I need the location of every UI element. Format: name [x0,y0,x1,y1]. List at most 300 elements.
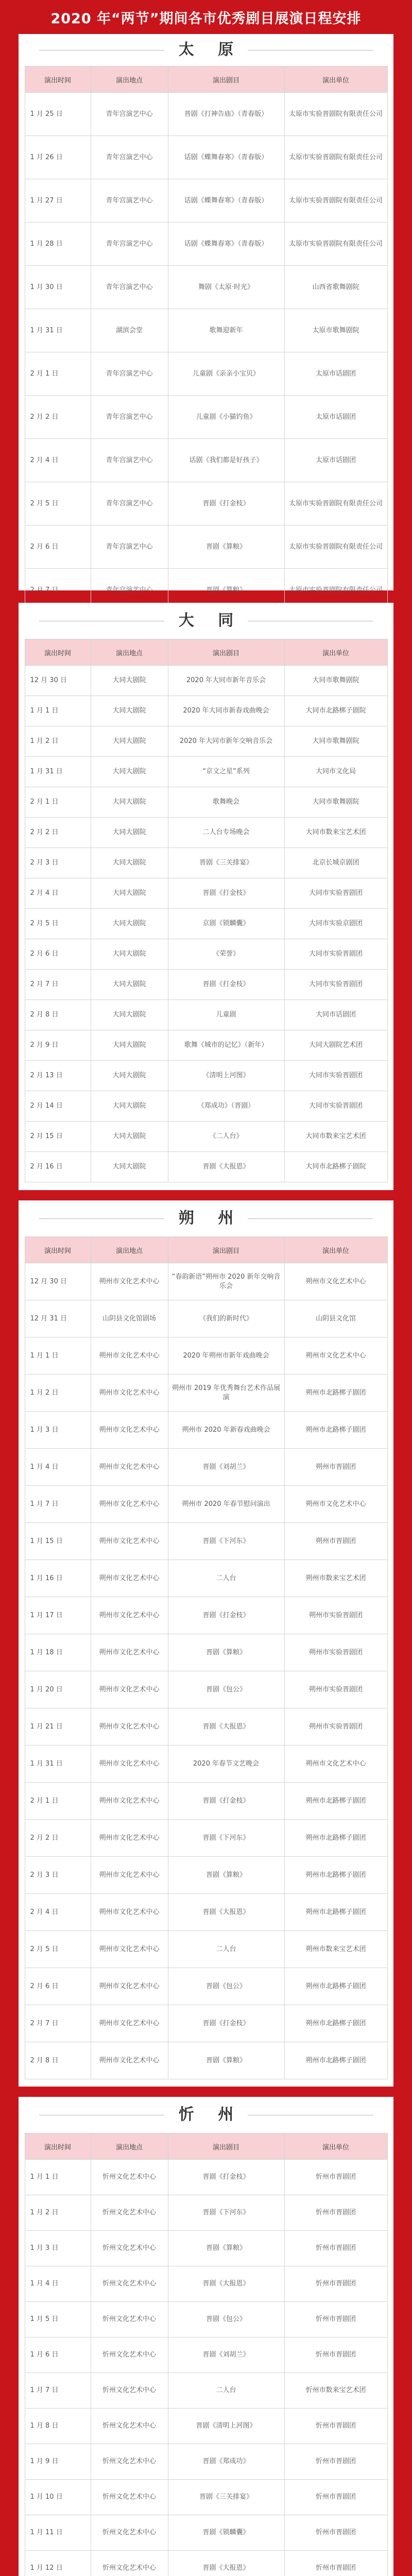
date-cell: 2 月 16 日 [25,1152,91,1182]
venue-cell: 朔州市文化艺术中心 [91,1560,168,1597]
city-panel [19,1200,393,2087]
venue-cell: 忻州文化艺术中心 [91,2409,168,2444]
city-panel [19,2097,393,2576]
program-cell: 儿童剧《小猫钓鱼》 [168,396,284,439]
table-row [25,818,387,848]
date-cell: 2 月 2 日 [25,818,91,848]
program-cell: 二人台 [168,1560,284,1597]
venue-cell: 朔州市文化艺术中心 [91,2005,168,2042]
date-cell: 12 月 30 日 [25,666,91,696]
date-cell: 2 月 2 日 [25,1820,91,1857]
program-cell: 晋剧《打神告庙》（青春版） [168,93,284,136]
troupe-cell: 北京长城京剧团 [284,848,387,878]
date-cell: 1 月 28 日 [25,223,91,266]
venue-cell: 朔州市文化艺术中心 [91,1375,168,1412]
date-cell: 2 月 9 日 [25,1030,91,1061]
table-row [25,2551,387,2576]
program-cell: 2020 年大同市新年交响音乐会 [168,726,284,757]
troupe-cell: 山阴县文化馆 [284,1300,387,1337]
troupe-cell: 太原市实验晋剧院有限责任公司 [284,526,387,569]
table-row [25,1745,387,1783]
program-cell: 晋剧《大报恩》 [168,1708,284,1745]
table-row [25,666,387,696]
schedule-table [25,2133,388,2576]
date-cell: 1 月 11 日 [25,2515,91,2551]
troupe-cell: 忻州市数来宝艺术团 [284,2373,387,2409]
program-cell: 儿童剧 [168,1000,284,1030]
program-cell: 晋剧《打金枝》 [168,878,284,909]
column-header: 演出时间 [25,639,91,666]
troupe-cell: 忻州市晋剧团 [284,2337,387,2373]
date-cell: 2 月 3 日 [25,848,91,878]
table-row [25,1783,387,1820]
table-row [25,2266,387,2302]
table-row [25,309,387,352]
program-cell: 2020 年春节文艺晚会 [168,1745,284,1783]
table-row [25,1412,387,1449]
date-cell: 2 月 7 日 [25,569,91,612]
date-cell: 2 月 13 日 [25,1061,91,1091]
table-row [25,2515,387,2551]
column-header: 演出剧目 [168,2133,284,2160]
venue-cell: 青年宫演艺中心 [91,266,168,309]
date-cell: 2 月 7 日 [25,970,91,1000]
venue-cell: 青年宫演艺中心 [91,136,168,179]
venue-cell: 朔州市文化艺术中心 [91,1337,168,1375]
column-header: 演出单位 [284,2133,387,2160]
column-header: 演出剧目 [168,1237,284,1263]
program-cell: 二人台 [168,2373,284,2409]
venue-cell: 大同大剧院 [91,848,168,878]
program-cell: 二人台 [168,1931,284,1968]
date-cell: 2 月 6 日 [25,939,91,970]
date-cell: 2 月 15 日 [25,1122,91,1152]
program-cell: 晋剧《下河东》 [168,1820,284,1857]
troupe-cell: 太原市实验晋剧院有限责任公司 [284,569,387,612]
venue-cell: 忻州文化艺术中心 [91,2444,168,2480]
table-row [25,2195,387,2231]
venue-cell: 朔州市文化艺术中心 [91,1597,168,1634]
table-row [25,93,387,136]
table-row [25,1560,387,1597]
program-cell: 《二人台》 [168,1122,284,1152]
table-row [25,1449,387,1486]
date-cell: 1 月 21 日 [25,1708,91,1745]
troupe-cell: 忻州市晋剧团 [284,2195,387,2231]
troupe-cell: 大同大剧院艺术团 [284,1030,387,1061]
troupe-cell: 朔州市北路梆子剧团 [284,1820,387,1857]
troupe-cell: 太原市实验晋剧院有限责任公司 [284,482,387,526]
troupe-cell: 大同市数来宝艺术团 [284,1122,387,1152]
venue-cell: 大同大剧院 [91,818,168,848]
troupe-cell: 大同市歌舞剧院 [284,666,387,696]
venue-cell: 朔州市文化艺术中心 [91,1820,168,1857]
table-row [25,878,387,909]
table-row [25,136,387,179]
table-header-row [25,639,387,666]
column-header: 演出时间 [25,1237,91,1263]
table-row [25,1671,387,1708]
table-row [25,939,387,970]
venue-cell: 青年宫演艺中心 [91,569,168,612]
table-row [25,2231,387,2266]
column-header: 演出地点 [91,639,168,666]
date-cell: 2 月 3 日 [25,1857,91,1894]
venue-cell: 青年宫演艺中心 [91,526,168,569]
troupe-cell: 朔州市北路梆子剧团 [284,1412,387,1449]
table-row [25,1337,387,1375]
date-cell: 1 月 1 日 [25,1337,91,1375]
program-cell: 2020 年大同市新春戏曲晚会 [168,696,284,726]
date-cell: 1 月 6 日 [25,2337,91,2373]
program-cell: 晋剧《三关排宴》 [168,2480,284,2515]
date-cell: 2 月 5 日 [25,909,91,939]
program-cell: 歌舞《城市的记忆》（新年） [168,1030,284,1061]
troupe-cell: 朔州市实验晋剧团 [284,1671,387,1708]
city-panel [19,603,393,1190]
troupe-cell: 朔州市北路梆子剧团 [284,2042,387,2079]
city-title [19,603,393,639]
table-row [25,1523,387,1560]
column-header: 演出地点 [91,66,168,93]
column-header: 演出时间 [25,66,91,93]
venue-cell: 朔州市文化艺术中心 [91,1968,168,2005]
venue-cell: 朔州市文化艺术中心 [91,1263,168,1300]
troupe-cell: 忻州市晋剧团 [284,2302,387,2337]
program-cell: 话剧《我们都是好孩子》 [168,439,284,482]
troupe-cell: 大同市北路梆子剧院 [284,696,387,726]
venue-cell: 大同大剧院 [91,909,168,939]
venue-cell: 忻州文化艺术中心 [91,2337,168,2373]
program-cell: 2020 年朔州市新年戏曲晚会 [168,1337,284,1375]
troupe-cell: 太原市实验晋剧院有限责任公司 [284,223,387,266]
table-header-row [25,1237,387,1263]
venue-cell: 青年宫演艺中心 [91,223,168,266]
date-cell: 1 月 30 日 [25,266,91,309]
table-row [25,1122,387,1152]
date-cell: 1 月 3 日 [25,1412,91,1449]
venue-cell: 朔州市文化艺术中心 [91,1412,168,1449]
troupe-cell: 大同市实验晋剧团 [284,1061,387,1091]
table-row [25,2373,387,2409]
table-row [25,223,387,266]
venue-cell: 朔州市文化艺术中心 [91,1745,168,1783]
program-cell: 儿童剧《亲亲小宝贝》 [168,352,284,396]
date-cell: 2 月 5 日 [25,1931,91,1968]
troupe-cell: 朔州市北路梆子剧团 [284,1894,387,1931]
program-cell: 歌舞晚会 [168,787,284,818]
program-cell: 晋剧《下河东》 [168,1523,284,1560]
table-row [25,696,387,726]
venue-cell: 青年宫演艺中心 [91,482,168,526]
date-cell: 2 月 8 日 [25,2042,91,2079]
table-row [25,1061,387,1091]
date-cell: 1 月 7 日 [25,1486,91,1523]
table-row [25,1634,387,1671]
program-cell: 晋剧《大报恩》 [168,1894,284,1931]
program-cell: 晋剧《打金枝》 [168,1783,284,1820]
table-row [25,1000,387,1030]
date-cell: 2 月 4 日 [25,1894,91,1931]
column-header: 演出单位 [284,1237,387,1263]
program-cell: 晋剧《清明上河图》 [168,2409,284,2444]
program-cell: 晋剧《包公》 [168,1968,284,2005]
venue-cell: 大同大剧院 [91,696,168,726]
date-cell: 1 月 17 日 [25,1597,91,1634]
program-cell: “京文之星”系列 [168,757,284,787]
venue-cell: 大同大剧院 [91,1091,168,1122]
table-row [25,1486,387,1523]
column-header: 演出地点 [91,2133,168,2160]
troupe-cell: 朔州市晋剧团 [284,1449,387,1486]
column-header: 演出剧目 [168,639,284,666]
venue-cell: 朔州市文化艺术中心 [91,1486,168,1523]
venue-cell: 大同大剧院 [91,878,168,909]
venue-cell: 忻州文化艺术中心 [91,2266,168,2302]
program-cell: 晋剧《算粮》 [168,1857,284,1894]
city-name: 朔 州 [164,1209,248,1227]
venue-cell: 忻州文化艺术中心 [91,2302,168,2337]
table-row [25,1091,387,1122]
table-row [25,787,387,818]
column-header: 演出单位 [284,639,387,666]
city-title [19,2097,393,2133]
troupe-cell: 朔州市实验晋剧团 [284,1708,387,1745]
date-cell: 1 月 16 日 [25,1560,91,1597]
troupe-cell: 大同市实验京剧团 [284,909,387,939]
venue-cell: 青年宫演艺中心 [91,179,168,223]
table-row [25,396,387,439]
date-cell: 12 月 30 日 [25,1263,91,1300]
program-cell: 歌舞迎新年 [168,309,284,352]
troupe-cell: 太原市话剧团 [284,352,387,396]
troupe-cell: 忻州市晋剧团 [284,2409,387,2444]
program-cell: 京剧《锁麟囊》 [168,909,284,939]
troupe-cell: 大同市话剧团 [284,1000,387,1030]
venue-cell: 大同大剧院 [91,939,168,970]
table-row [25,1857,387,1894]
venue-cell: 朔州市文化艺术中心 [91,1671,168,1708]
troupe-cell: 朔州市北路梆子剧团 [284,1857,387,1894]
troupe-cell: 大同市实验晋剧团 [284,939,387,970]
venue-cell: 朔州市文化艺术中心 [91,1708,168,1745]
table-row [25,2444,387,2480]
venue-cell: 大同大剧院 [91,666,168,696]
program-cell: 晋剧《包公》 [168,1671,284,1708]
troupe-cell: 忻州市晋剧团 [284,2444,387,2480]
program-cell: 朔州市 2019 年优秀舞台艺术作品展演 [168,1375,284,1412]
program-cell: 《我们的新时代》 [168,1300,284,1337]
venue-cell: 青年宫演艺中心 [91,352,168,396]
troupe-cell: 忻州市晋剧团 [284,2515,387,2551]
table-row [25,2337,387,2373]
date-cell: 1 月 12 日 [25,2551,91,2576]
program-cell: 话剧《蝶舞春寒》（青春版） [168,179,284,223]
table-header-row [25,2133,387,2160]
table-row [25,2302,387,2337]
program-cell: 晋剧《大报恩》 [168,2551,284,2576]
program-cell: 晋剧《算粮》 [168,526,284,569]
venue-cell: 忻州文化艺术中心 [91,2373,168,2409]
date-cell: 2 月 14 日 [25,1091,91,1122]
troupe-cell: 大同市实验晋剧团 [284,878,387,909]
table-row [25,1820,387,1857]
date-cell: 1 月 4 日 [25,1449,91,1486]
date-cell: 12 月 31 日 [25,1300,91,1337]
troupe-cell: 大同市数来宝艺术团 [284,818,387,848]
venue-cell: 山阴县文化馆剧场 [91,1300,168,1337]
venue-cell: 大同大剧院 [91,1061,168,1091]
date-cell: 2 月 7 日 [25,2005,91,2042]
date-cell: 1 月 27 日 [25,179,91,223]
city-name: 忻 州 [164,2106,248,2124]
date-cell: 1 月 1 日 [25,2160,91,2195]
troupe-cell: 太原市话剧团 [284,439,387,482]
venue-cell: 大同大剧院 [91,970,168,1000]
city-title [19,34,393,66]
program-cell: 《清明上河图》 [168,1061,284,1091]
date-cell: 2 月 1 日 [25,352,91,396]
venue-cell: 大同大剧院 [91,1000,168,1030]
table-row [25,2005,387,2042]
venue-cell: 大同大剧院 [91,1122,168,1152]
troupe-cell: 忻州市晋剧团 [284,2160,387,2195]
date-cell: 2 月 2 日 [25,396,91,439]
program-cell: 晋剧《算粮》 [168,2042,284,2079]
troupe-cell: 忻州市晋剧团 [284,2231,387,2266]
venue-cell: 朔州市文化艺术中心 [91,1449,168,1486]
date-cell: 1 月 4 日 [25,2266,91,2302]
venue-cell: 忻州文化艺术中心 [91,2195,168,2231]
date-cell: 1 月 26 日 [25,136,91,179]
venue-cell: 忻州文化艺术中心 [91,2160,168,2195]
table-header-row [25,66,387,93]
troupe-cell: 朔州市北路梆子剧团 [284,1968,387,2005]
venue-cell: 青年宫演艺中心 [91,396,168,439]
table-row [25,909,387,939]
table-row [25,1300,387,1337]
date-cell: 2 月 4 日 [25,878,91,909]
troupe-cell: 朔州市数来宝艺术团 [284,1931,387,1968]
table-row [25,1931,387,1968]
venue-cell: 忻州文化艺术中心 [91,2480,168,2515]
program-cell: 二人台专场晚会 [168,818,284,848]
table-row [25,526,387,569]
date-cell: 2 月 5 日 [25,482,91,526]
date-cell: 1 月 20 日 [25,1671,91,1708]
table-row [25,2480,387,2515]
venue-cell: 忻州文化艺术中心 [91,2231,168,2266]
date-cell: 1 月 9 日 [25,2444,91,2480]
troupe-cell: 朔州市文化艺术中心 [284,1263,387,1300]
troupe-cell: 朔州市文化艺术中心 [284,1337,387,1375]
troupe-cell: 忻州市晋剧团 [284,2266,387,2302]
venue-cell: 朔州市文化艺术中心 [91,1523,168,1560]
table-row [25,1030,387,1061]
table-row [25,1968,387,2005]
venue-cell: 忻州文化艺术中心 [91,2551,168,2576]
troupe-cell: 太原市实验晋剧院有限责任公司 [284,179,387,223]
column-header: 演出地点 [91,1237,168,1263]
date-cell: 2 月 1 日 [25,787,91,818]
date-cell: 2 月 6 日 [25,1968,91,2005]
program-cell: 晋剧《打金枝》 [168,482,284,526]
troupe-cell: 太原市实验晋剧院有限责任公司 [284,93,387,136]
date-cell: 1 月 5 日 [25,2302,91,2337]
program-cell: 晋剧《包公》 [168,2302,284,2337]
table-row [25,439,387,482]
troupe-cell: 太原市歌舞剧院 [284,309,387,352]
table-row [25,1263,387,1300]
troupe-cell: 大同市歌舞剧院 [284,726,387,757]
program-cell: 晋剧《算粮》 [168,2231,284,2266]
program-cell: 晋剧《下河东》 [168,2195,284,2231]
program-cell: 《郑成功》（晋剧） [168,1091,284,1122]
date-cell: 2 月 4 日 [25,439,91,482]
table-row [25,757,387,787]
program-cell: 2020 年大同市新年音乐会 [168,666,284,696]
date-cell: 2 月 8 日 [25,1000,91,1030]
troupe-cell: 大同市实验晋剧团 [284,1091,387,1122]
program-cell: 朔州市 2020 年新春戏曲晚会 [168,1412,284,1449]
table-row [25,1894,387,1931]
program-cell: 晋剧《算粮》 [168,569,284,612]
program-cell: 晋剧《刘胡兰》 [168,1449,284,1486]
table-row [25,970,387,1000]
schedule-table [25,66,388,612]
date-cell: 1 月 8 日 [25,2409,91,2444]
table-row [25,1597,387,1634]
program-cell: 晋剧《三关排宴》 [168,848,284,878]
date-cell: 1 月 7 日 [25,2373,91,2409]
venue-cell: 朔州市文化艺术中心 [91,1857,168,1894]
troupe-cell: 大同市文化局 [284,757,387,787]
troupe-cell: 忻州市晋剧团 [284,2480,387,2515]
venue-cell: 大同大剧院 [91,1030,168,1061]
schedule-table [25,639,388,1182]
table-row [25,482,387,526]
troupe-cell: 朔州市北路梆子剧团 [284,1783,387,1820]
city-panel [19,34,393,594]
table-row [25,726,387,757]
program-cell: 朔州市 2020 年春节慰问演出 [168,1486,284,1523]
date-cell: 1 月 31 日 [25,1745,91,1783]
program-cell: 晋剧《打金枝》 [168,1597,284,1634]
date-cell: 1 月 25 日 [25,93,91,136]
date-cell: 1 月 31 日 [25,309,91,352]
troupe-cell: 太原市实验晋剧院有限责任公司 [284,136,387,179]
date-cell: 1 月 31 日 [25,757,91,787]
venue-cell: 大同大剧院 [91,757,168,787]
table-row [25,179,387,223]
program-cell: 《荣誉》 [168,939,284,970]
city-title [19,1200,393,1236]
troupe-cell: 朔州市文化艺术中心 [284,1486,387,1523]
column-header: 演出单位 [284,66,387,93]
venue-cell: 大同大剧院 [91,787,168,818]
table-row [25,848,387,878]
date-cell: 2 月 1 日 [25,1783,91,1820]
date-cell: 1 月 2 日 [25,1375,91,1412]
troupe-cell: 太原市话剧团 [284,396,387,439]
venue-cell: 朔州市文化艺术中心 [91,1634,168,1671]
troupe-cell: 大同市歌舞剧院 [284,787,387,818]
troupe-cell: 大同市北路梆子剧院 [284,1152,387,1182]
program-cell: 话剧《蝶舞春寒》（青春版） [168,223,284,266]
program-cell: 晋剧《郑成功》 [168,2444,284,2480]
troupe-cell: 山西省歌舞剧院 [284,266,387,309]
schedule-table [25,1236,388,2079]
